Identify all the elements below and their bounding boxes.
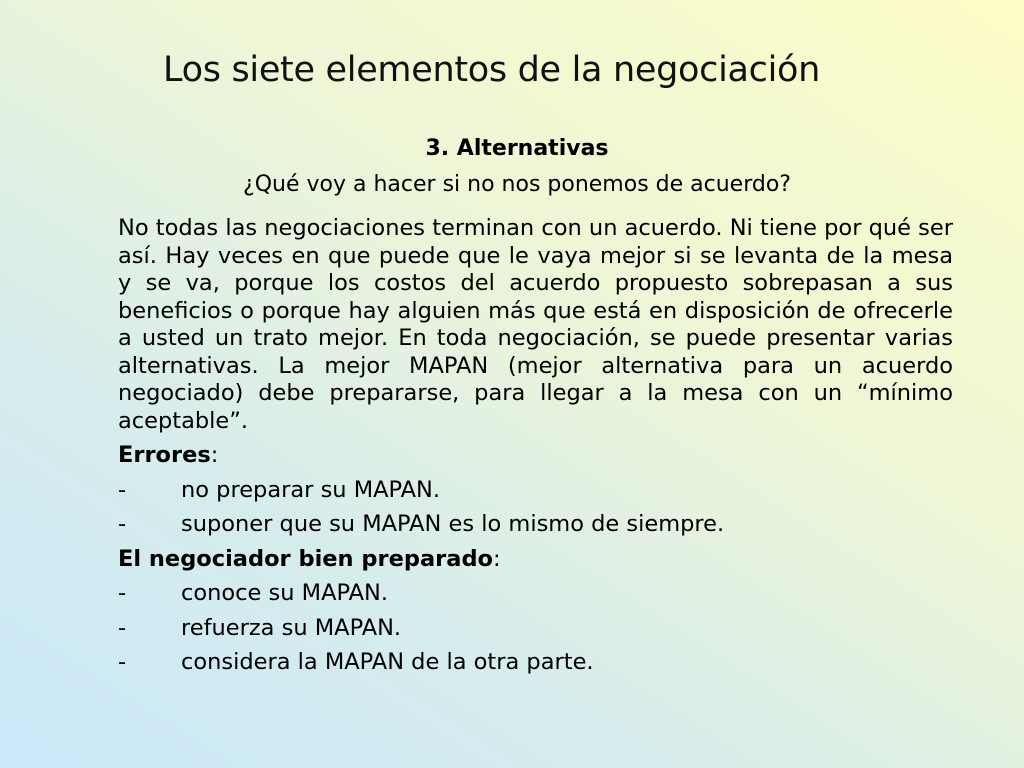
- list-item-text: considera la MAPAN de la otra parte.: [181, 649, 594, 675]
- errors-heading-colon: :: [210, 442, 219, 468]
- bullet-dash: -: [118, 614, 127, 641]
- bullet-dash: -: [118, 511, 127, 537]
- list-item: [118, 647, 978, 682]
- errors-heading-label: Errores: [118, 442, 211, 468]
- bullet-dash: -: [118, 580, 127, 606]
- list-item-text: suponer que su MAPAN es lo mismo de siempre.: [181, 511, 725, 537]
- list-item: [118, 509, 978, 544]
- list-item-text: no preparar su MAPAN.: [181, 476, 441, 503]
- list-item: [118, 578, 978, 613]
- section-subtitle: 3. Alternativas: [425, 136, 609, 161]
- slide-title: Los siete elementos de la negociación: [163, 50, 821, 90]
- points-list: [118, 440, 978, 682]
- list-item: [118, 475, 978, 510]
- errors-heading: [118, 440, 978, 475]
- prepared-heading-colon: :: [493, 545, 501, 572]
- list-item-text: refuerza su MAPAN.: [181, 614, 402, 641]
- bullet-dash: -: [118, 476, 127, 503]
- list-item: [118, 613, 978, 648]
- body-paragraph: No todas las negociaciones terminan con un acuerdo. Ni tiene por qué ser así. Hay veces en que puede que le vaya mejor si se levanta de la mesa y se va, porque los costos del acuerdo propuesto sobrepasan a sus beneficios o porque hay alguien más que está en disposición de ofrecerle a usted un trato mejor. En toda negociación, se puede presentar varias alternativas. La mejor MAPAN (mejor alternativa para un acuerdo negociado) debe prepararse, para llegar a la mesa con un “mínimo aceptable”.: [118, 215, 953, 434]
- prepared-heading: [118, 544, 978, 579]
- bullet-dash: -: [118, 649, 127, 675]
- section-question: ¿Qué voy a hacer si no nos ponemos de acuerdo?: [243, 172, 791, 197]
- prepared-heading-label: El negociador bien preparado: [118, 545, 494, 572]
- list-item-text: conoce su MAPAN.: [181, 580, 388, 606]
